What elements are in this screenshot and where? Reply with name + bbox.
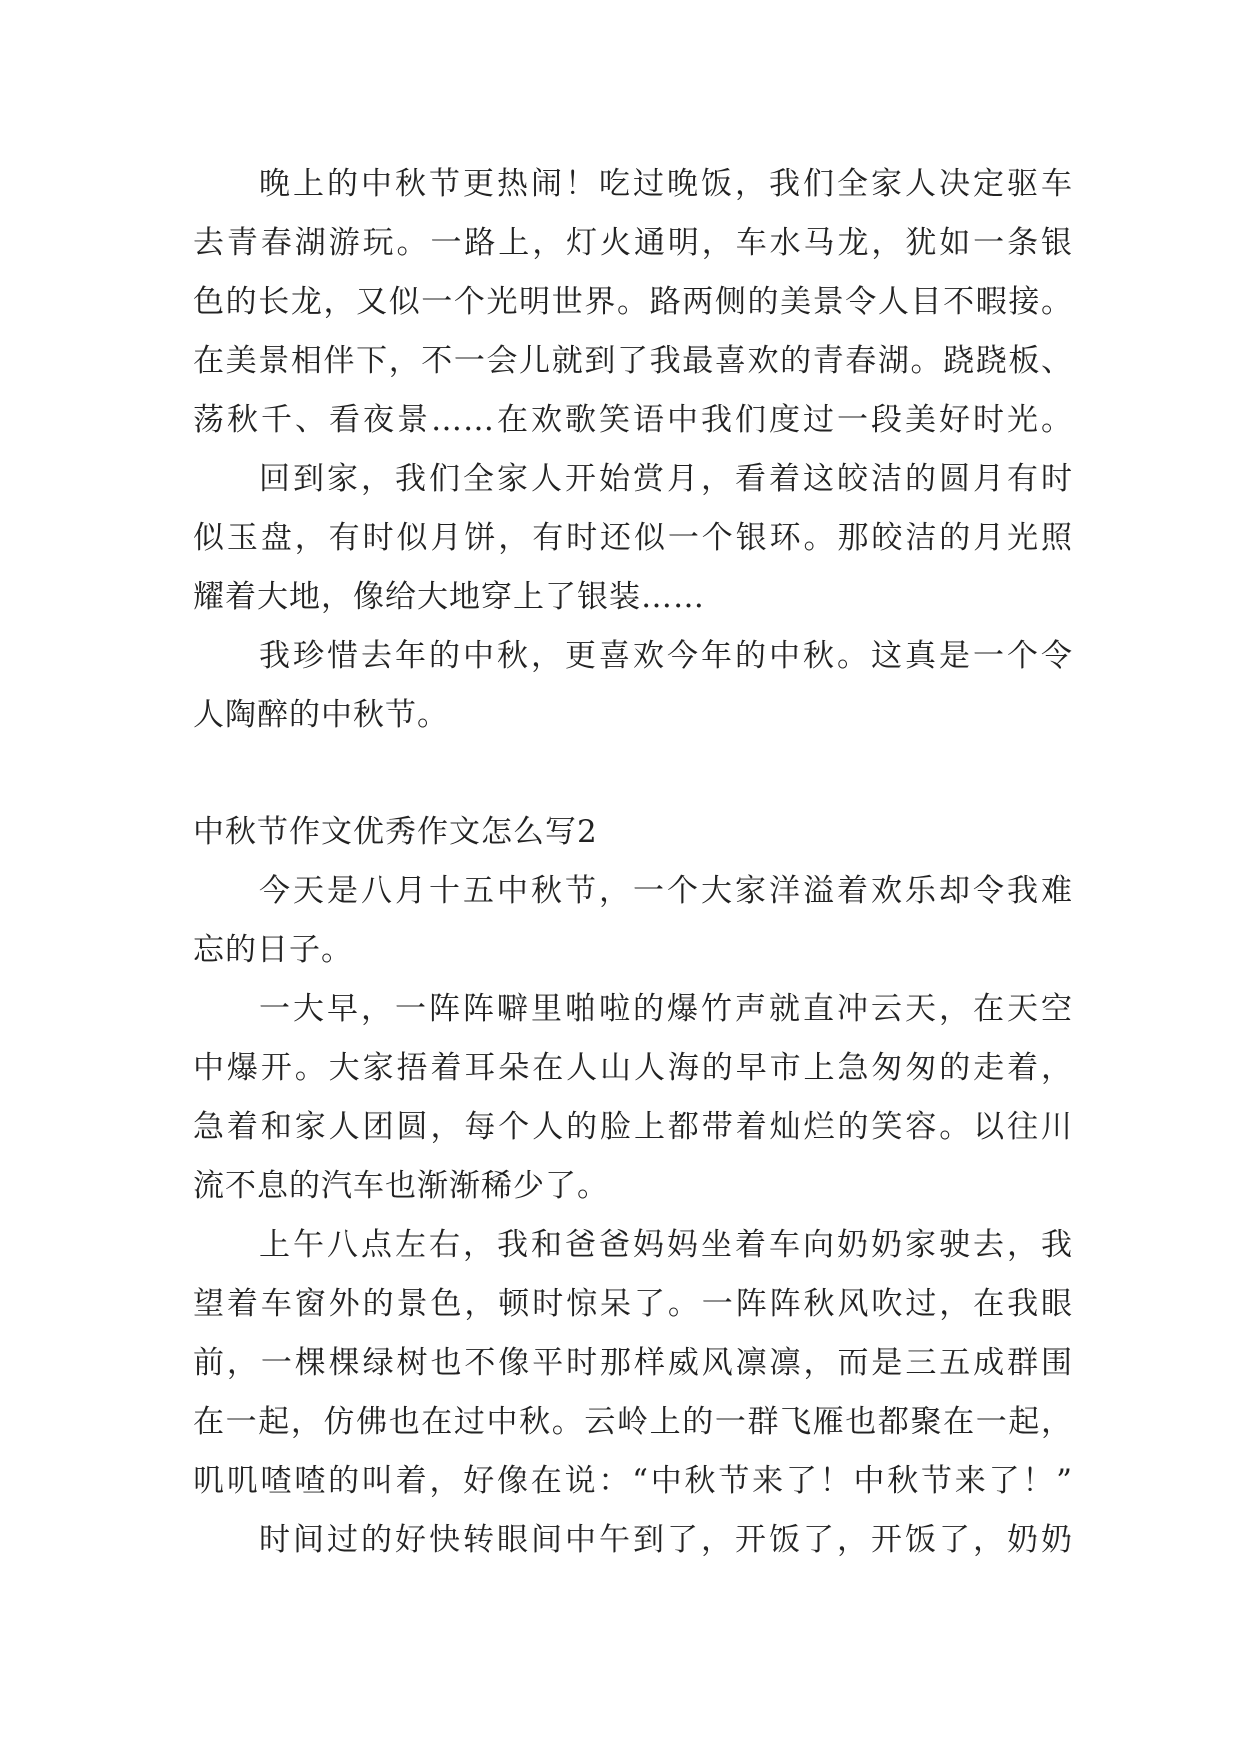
text-line: 上午八点左右，我和爸爸妈妈坐着车向奶奶家驶去，我	[259, 1227, 1073, 1263]
paragraph	[193, 155, 1073, 450]
text-line: 今天是八月十五中秋节，一个大家洋溢着欢乐却令我难	[259, 873, 1073, 909]
text-line: 前，一棵棵绿树也不像平时那样威风凛凛，而是三五成群围	[193, 1345, 1073, 1381]
text-line: 荡秋千、看夜景……在欢歌笑语中我们度过一段美好时光。	[193, 402, 1073, 438]
section-heading: 中秋节作文优秀作文怎么写2	[193, 814, 598, 850]
text-line: 回到家，我们全家人开始赏月，看着这皎洁的圆月有时	[259, 461, 1073, 497]
paragraph	[193, 450, 1073, 627]
paragraph	[193, 627, 1073, 745]
text-line: 去青春湖游玩。一路上，灯火通明，车水马龙，犹如一条银	[193, 225, 1073, 261]
text-line: 在一起，仿佛也在过中秋。云岭上的一群飞雁也都聚在一起，	[193, 1404, 1073, 1440]
text-line: 晚上的中秋节更热闹！吃过晚饭，我们全家人决定驱车	[259, 166, 1073, 202]
text-line: 在美景相伴下，不一会儿就到了我最喜欢的青春湖。跷跷板、	[193, 343, 1073, 379]
paragraph	[193, 862, 1073, 980]
section-gap	[193, 745, 1073, 803]
text-line: 一大早，一阵阵噼里啪啦的爆竹声就直冲云天，在天空	[259, 991, 1073, 1027]
text-line: 流不息的汽车也渐渐稀少了。	[193, 1168, 609, 1204]
text-line: 中爆开。大家捂着耳朵在人山人海的早市上急匆匆的走着，	[193, 1050, 1073, 1086]
paragraph	[193, 1216, 1073, 1511]
document-page	[193, 155, 1073, 1570]
text-line: 急着和家人团圆，每个人的脸上都带着灿烂的笑容。以往川	[193, 1109, 1073, 1145]
text-line: 色的长龙，又似一个光明世界。路两侧的美景令人目不暇接。	[193, 284, 1073, 320]
text-line: 时间过的好快转眼间中午到了，开饭了，开饭了，奶奶	[259, 1522, 1073, 1558]
text-line: 似玉盘，有时似月饼，有时还似一个银环。那皎洁的月光照	[193, 520, 1073, 556]
paragraph	[193, 980, 1073, 1216]
text-line: 我珍惜去年的中秋，更喜欢今年的中秋。这真是一个令	[259, 638, 1073, 674]
text-line: 忘的日子。	[193, 932, 353, 968]
text-line: 望着车窗外的景色，顿时惊呆了。一阵阵秋风吹过，在我眼	[193, 1286, 1073, 1322]
text-line: 人陶醉的中秋节。	[193, 697, 449, 733]
text-line: 叽叽喳喳的叫着，好像在说：“中秋节来了！中秋节来了！”	[193, 1463, 1073, 1499]
paragraph	[193, 1511, 1073, 1570]
text-line: 耀着大地，像给大地穿上了银装……	[193, 579, 705, 615]
